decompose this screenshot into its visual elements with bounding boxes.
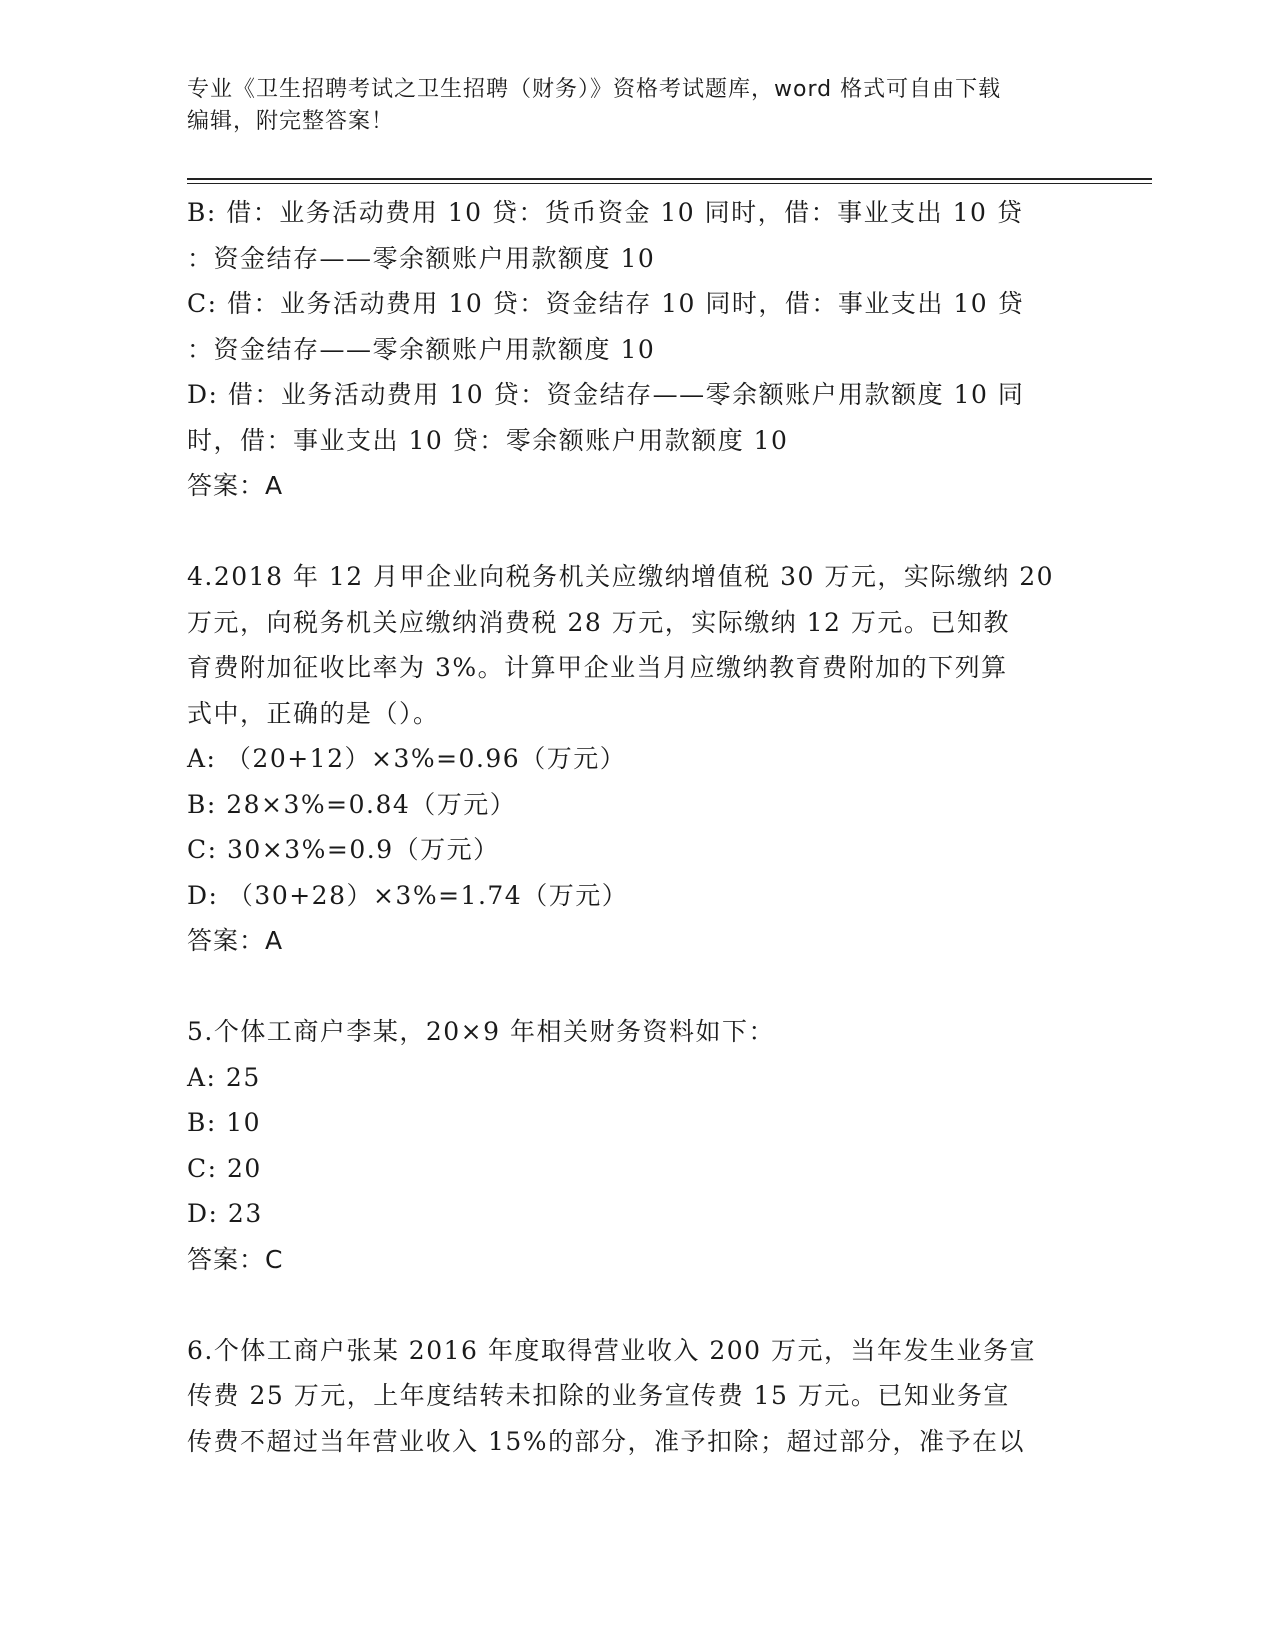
- header-line: 专业《卫生招聘考试之卫生招聘（财务）》资格考试题库，word 格式可自由下载: [187, 77, 1002, 102]
- question-3-options: [187, 190, 1087, 509]
- option-b: B: 28×3%=0.84（万元）: [187, 789, 517, 819]
- option-b: B: 10: [187, 1108, 262, 1137]
- question-stem-line: 育费附加征收比率为 3%。计算甲企业当月应缴纳教育费附加的下列算: [187, 653, 1008, 682]
- option-b-line: ：资金结存——零余额账户用款额度 10: [187, 243, 656, 273]
- option-a: A: （20+12）×3%=0.96（万元）: [187, 744, 627, 773]
- option-c: C: 30×3%=0.9（万元）: [187, 835, 500, 864]
- option-c-line: ：资金结存——零余额账户用款额度 10: [187, 334, 656, 364]
- spacer: [187, 509, 1087, 555]
- question-stem-line: 万元，向税务机关应缴纳消费税 28 万元，实际缴纳 12 万元。已知教: [187, 607, 1010, 637]
- option-d: D: （30+28）×3%=1.74（万元）: [187, 880, 629, 910]
- question-stem-line: 式中，正确的是（）。: [187, 698, 440, 728]
- question-stem-line: 传费 25 万元，上年度结转未扣除的业务宣传费 15 万元。已知业务宣: [187, 1381, 1010, 1410]
- option-d-line: D: 借：业务活动费用 10 贷：资金结存——零余额账户用款额度 10 同: [187, 380, 1025, 409]
- option-c-line: C: 借：业务活动费用 10 贷：资金结存 10 同时，借：事业支出 10 贷: [187, 289, 1025, 318]
- spacer: [187, 964, 1087, 1010]
- option-a: A: 25: [187, 1062, 261, 1092]
- header-divider-thin: [187, 183, 1152, 184]
- question-4: [187, 554, 1087, 964]
- document-body: [187, 190, 1087, 1464]
- option-c: C: 20: [187, 1153, 262, 1183]
- question-stem-line: 4.2018 年 12 月甲企业向税务机关应缴纳增值税 30 万元，实际缴纳 20: [187, 562, 1055, 591]
- option-d: D: 23: [187, 1199, 263, 1228]
- header-divider-thick: [187, 178, 1152, 180]
- option-d-line: 时，借：事业支出 10 贷：零余额账户用款额度 10: [187, 425, 789, 455]
- header-line: 编辑，附完整答案！: [187, 109, 395, 134]
- document-header: [187, 74, 1067, 138]
- question-5: [187, 1009, 1087, 1282]
- answer-line: 答案：C: [187, 1244, 284, 1274]
- question-stem-line: 传费不超过当年营业收入 15%的部分，准予扣除；超过部分，准予在以: [187, 1426, 1026, 1456]
- answer-line: 答案：A: [187, 926, 284, 955]
- spacer: [187, 1282, 1087, 1328]
- question-stem-line: 5.个体工商户李某，20×9 年相关财务资料如下：: [187, 1017, 775, 1046]
- answer-line: 答案：A: [187, 471, 284, 500]
- option-b-line: B: 借：业务活动费用 10 贷：货币资金 10 同时，借：事业支出 10 贷: [187, 198, 1024, 227]
- question-stem-line: 6.个体工商户张某 2016 年度取得营业收入 200 万元，当年发生业务宣: [187, 1335, 1036, 1365]
- question-6: [187, 1328, 1087, 1465]
